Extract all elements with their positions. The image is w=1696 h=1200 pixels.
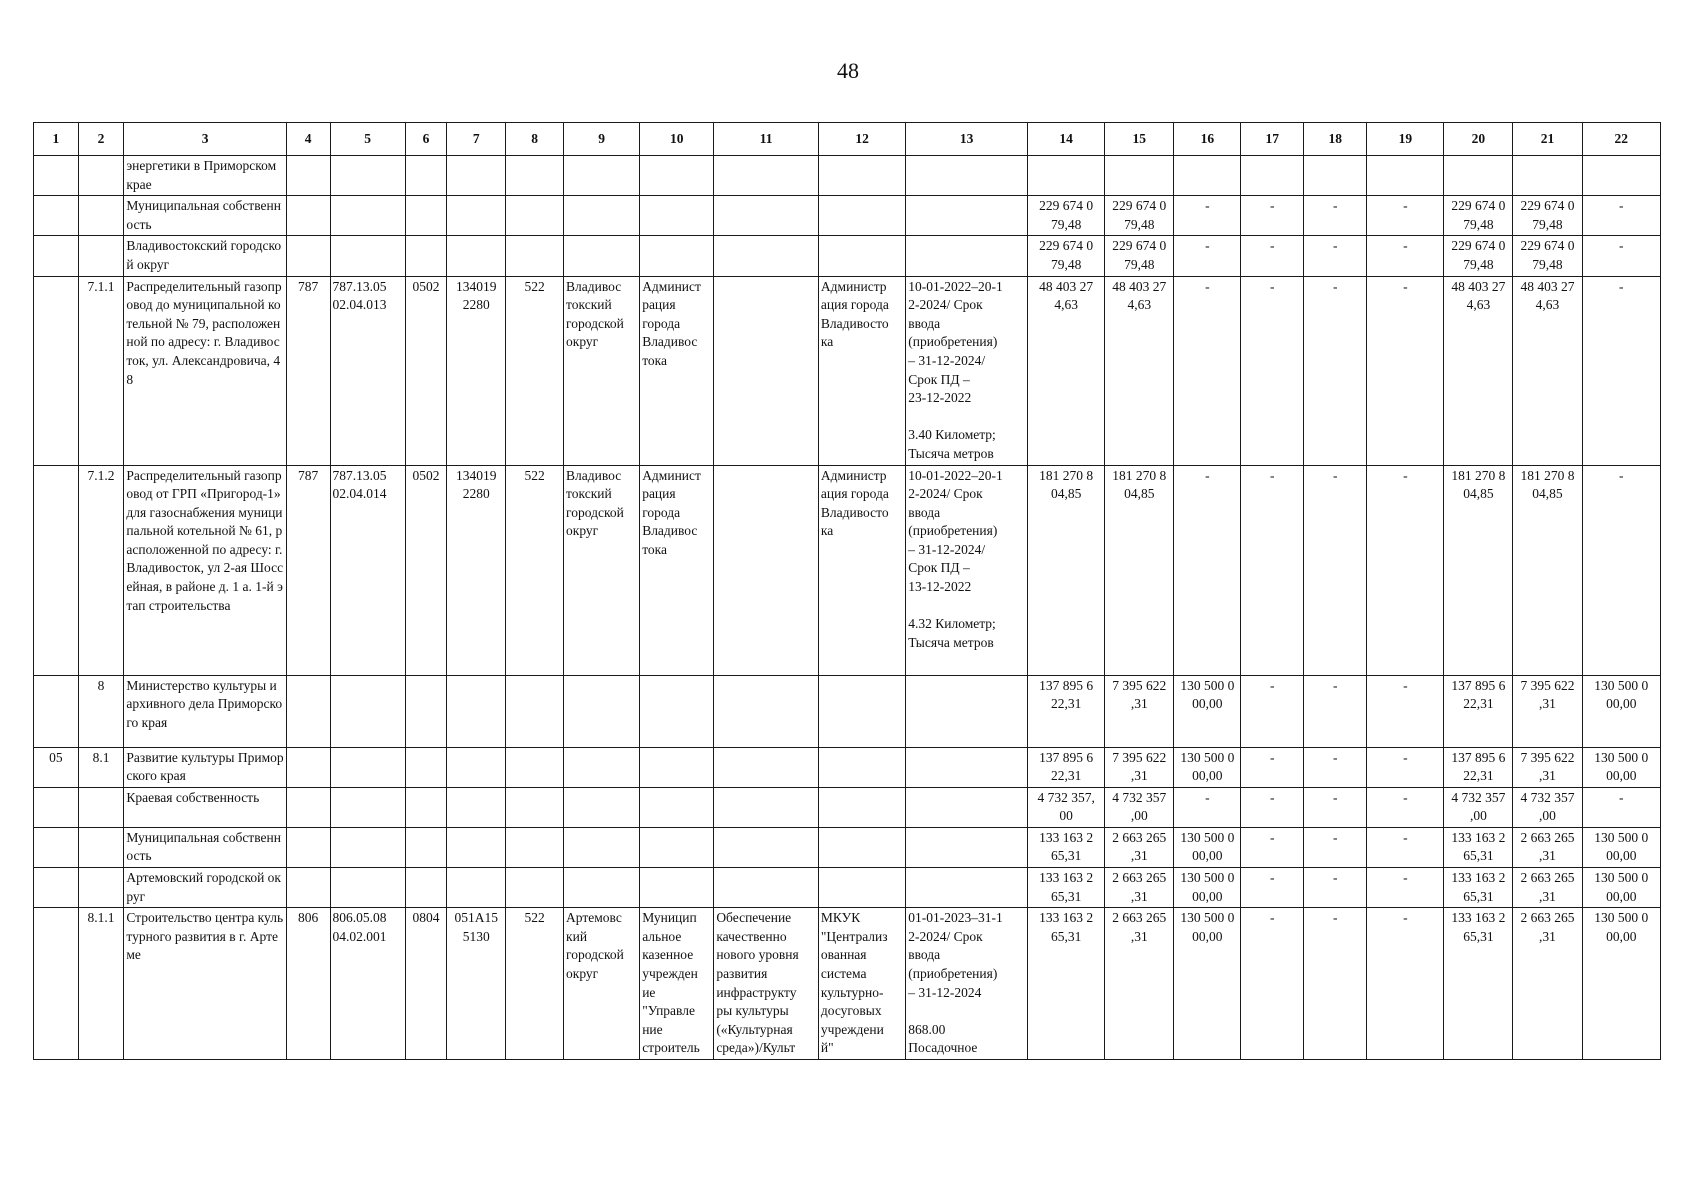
cell-col-10: Муницип альное казенное учрежден ие "Управле ние строитель [640,908,714,1060]
header-row [34,123,1661,156]
cell-col-9 [564,236,640,276]
cell-col-2 [78,236,124,276]
column-header-11: 11 [714,123,819,156]
cell-col-21: 7 395 622 ,31 [1513,747,1582,787]
cell-col-6: 0502 [405,465,447,675]
cell-col-12 [818,236,905,276]
column-header-15: 15 [1105,123,1174,156]
cell-col-22: 130 500 0 00,00 [1582,868,1661,908]
cell-col-22 [1582,156,1661,196]
cell-col-2: 8.1 [78,747,124,787]
cell-col-2 [78,827,124,867]
cell-col-2: 7.1.2 [78,465,124,675]
cell-col-12: Администр ация города Владивосто ка [818,276,905,465]
cell-col-18: - [1304,236,1367,276]
cell-col-19: - [1367,276,1444,465]
cell-col-8 [506,196,564,236]
cell-col-6 [405,747,447,787]
cell-col-9: Артемовс кий городской округ [564,908,640,1060]
cell-col-4: 787 [286,465,330,675]
cell-col-14: 137 895 6 22,31 [1028,747,1105,787]
cell-col-2 [78,156,124,196]
column-header-9: 9 [564,123,640,156]
cell-col-10 [640,236,714,276]
cell-col-17: - [1241,787,1304,827]
cell-col-4 [286,156,330,196]
cell-col-16 [1174,156,1241,196]
cell-col-9: Владивос токский городской округ [564,465,640,675]
cell-col-22: - [1582,465,1661,675]
cell-col-11 [714,236,819,276]
cell-col-21: 229 674 0 79,48 [1513,236,1582,276]
cell-col-16: 130 500 0 00,00 [1174,827,1241,867]
data-table [33,122,1661,1060]
cell-col-14: 181 270 8 04,85 [1028,465,1105,675]
cell-col-14: 4 732 357, 00 [1028,787,1105,827]
cell-col-11: Обеспечение качественно нового уровня развития инфраструкту ры культуры («Культурная среда»)/Культ [714,908,819,1060]
column-header-14: 14 [1028,123,1105,156]
cell-col-15: 2 663 265 ,31 [1105,868,1174,908]
table-row [34,747,1661,787]
cell-col-6 [405,787,447,827]
cell-col-5 [330,675,405,747]
cell-col-12 [818,747,905,787]
table-row [34,908,1661,1060]
cell-col-5 [330,787,405,827]
table-row [34,465,1661,675]
cell-col-7 [447,827,506,867]
cell-col-3: Строительство центра культурного развития в г. Артеме [124,908,286,1060]
cell-col-13: 10-01-2022–20-1 2-2024/ Срок ввода (приобретения) – 31-12-2024/ Срок ПД – 13-12-2022 4.32 Километр; Тысяча метров [906,465,1028,675]
cell-col-20: 133 163 2 65,31 [1444,868,1513,908]
cell-col-20: 181 270 8 04,85 [1444,465,1513,675]
cell-col-7 [447,675,506,747]
cell-col-5: 806.05.08 04.02.001 [330,908,405,1060]
cell-col-4 [286,675,330,747]
table-row [34,787,1661,827]
cell-col-13 [906,868,1028,908]
cell-col-10 [640,868,714,908]
cell-col-20: 229 674 0 79,48 [1444,236,1513,276]
cell-col-4 [286,747,330,787]
cell-col-22: 130 500 0 00,00 [1582,827,1661,867]
cell-col-12 [818,868,905,908]
column-header-21: 21 [1513,123,1582,156]
cell-col-19: - [1367,236,1444,276]
cell-col-19 [1367,156,1444,196]
cell-col-1 [34,908,79,1060]
cell-col-15: 7 395 622 ,31 [1105,747,1174,787]
cell-col-12 [818,827,905,867]
cell-col-3: Развитие культуры Приморского края [124,747,286,787]
cell-col-4: 806 [286,908,330,1060]
cell-col-11 [714,465,819,675]
cell-col-21: 48 403 27 4,63 [1513,276,1582,465]
cell-col-17: - [1241,868,1304,908]
cell-col-13 [906,196,1028,236]
cell-col-6 [405,236,447,276]
cell-col-9 [564,675,640,747]
cell-col-18: - [1304,747,1367,787]
cell-col-1 [34,276,79,465]
cell-col-14: 133 163 2 65,31 [1028,908,1105,1060]
cell-col-10 [640,827,714,867]
cell-col-13 [906,675,1028,747]
cell-col-15: 48 403 27 4,63 [1105,276,1174,465]
table-row [34,868,1661,908]
cell-col-8 [506,747,564,787]
cell-col-17: - [1241,236,1304,276]
cell-col-13: 10-01-2022–20-1 2-2024/ Срок ввода (приобретения) – 31-12-2024/ Срок ПД – 23-12-2022 3.40 Километр; Тысяча метров [906,276,1028,465]
cell-col-5 [330,827,405,867]
table-body [34,156,1661,1060]
cell-col-8: 522 [506,465,564,675]
cell-col-18: - [1304,827,1367,867]
cell-col-13 [906,827,1028,867]
cell-col-4 [286,236,330,276]
cell-col-10: Админист рация города Владивос тока [640,465,714,675]
cell-col-17: - [1241,908,1304,1060]
column-header-10: 10 [640,123,714,156]
cell-col-12: МКУК "Централиз ованная система культурно- досуговых учреждени й" [818,908,905,1060]
cell-col-12 [818,675,905,747]
cell-col-20: 4 732 357 ,00 [1444,787,1513,827]
cell-col-15: 181 270 8 04,85 [1105,465,1174,675]
cell-col-2: 8.1.1 [78,908,124,1060]
cell-col-7 [447,156,506,196]
cell-col-1 [34,827,79,867]
cell-col-16: - [1174,465,1241,675]
cell-col-21 [1513,156,1582,196]
cell-col-18: - [1304,675,1367,747]
cell-col-1 [34,156,79,196]
cell-col-7 [447,196,506,236]
table-row [34,675,1661,747]
cell-col-9 [564,747,640,787]
cell-col-2: 7.1.1 [78,276,124,465]
column-header-12: 12 [818,123,905,156]
cell-col-16: 130 500 0 00,00 [1174,868,1241,908]
cell-col-21: 4 732 357 ,00 [1513,787,1582,827]
cell-col-19: - [1367,827,1444,867]
cell-col-21: 2 663 265 ,31 [1513,827,1582,867]
cell-col-19: - [1367,465,1444,675]
cell-col-6 [405,675,447,747]
column-header-8: 8 [506,123,564,156]
cell-col-18 [1304,156,1367,196]
cell-col-20: 48 403 27 4,63 [1444,276,1513,465]
cell-col-13 [906,787,1028,827]
cell-col-9 [564,196,640,236]
cell-col-18: - [1304,908,1367,1060]
cell-col-17: - [1241,827,1304,867]
cell-col-6 [405,196,447,236]
cell-col-20 [1444,156,1513,196]
cell-col-14 [1028,156,1105,196]
cell-col-10 [640,196,714,236]
column-header-16: 16 [1174,123,1241,156]
cell-col-11 [714,787,819,827]
cell-col-6 [405,868,447,908]
cell-col-21: 229 674 0 79,48 [1513,196,1582,236]
cell-col-22: 130 500 0 00,00 [1582,908,1661,1060]
cell-col-11 [714,276,819,465]
cell-col-9 [564,156,640,196]
cell-col-16: 130 500 0 00,00 [1174,675,1241,747]
cell-col-20: 229 674 0 79,48 [1444,196,1513,236]
cell-col-17 [1241,156,1304,196]
cell-col-14: 133 163 2 65,31 [1028,868,1105,908]
cell-col-5 [330,747,405,787]
cell-col-7 [447,236,506,276]
cell-col-11 [714,747,819,787]
cell-col-13: 01-01-2023–31-1 2-2024/ Срок ввода (приобретения) – 31-12-2024 868.00 Посадочное [906,908,1028,1060]
cell-col-3: Распределительный газопровод до муниципальной котельной № 79, расположенной по адресу: г. Владивосток, ул. Александровича, 48 [124,276,286,465]
cell-col-13 [906,156,1028,196]
cell-col-19: - [1367,868,1444,908]
cell-col-9 [564,787,640,827]
page-number: 48 [837,58,859,83]
cell-col-20: 133 163 2 65,31 [1444,908,1513,1060]
cell-col-14: 48 403 27 4,63 [1028,276,1105,465]
cell-col-7 [447,868,506,908]
cell-col-17: - [1241,276,1304,465]
cell-col-18: - [1304,465,1367,675]
cell-col-3: Распределительный газопровод от ГРП «Пригород-1» для газоснабжения муниципальной котельной № 61, расположенной по адресу: г. Владивосток, ул 2-ая Шоссейная, в районе д. 1 а. 1-й этап строительства [124,465,286,675]
cell-col-12 [818,156,905,196]
column-header-6: 6 [405,123,447,156]
cell-col-19: - [1367,675,1444,747]
cell-col-8 [506,675,564,747]
column-header-13: 13 [906,123,1028,156]
cell-col-11 [714,156,819,196]
cell-col-18: - [1304,276,1367,465]
cell-col-18: - [1304,196,1367,236]
cell-col-10: Админист рация города Владивос тока [640,276,714,465]
cell-col-15: 7 395 622 ,31 [1105,675,1174,747]
cell-col-6 [405,156,447,196]
cell-col-15: 2 663 265 ,31 [1105,827,1174,867]
cell-col-22: - [1582,236,1661,276]
cell-col-15: 2 663 265 ,31 [1105,908,1174,1060]
cell-col-19: - [1367,747,1444,787]
cell-col-9 [564,827,640,867]
cell-col-19: - [1367,787,1444,827]
cell-col-4 [286,827,330,867]
cell-col-16: 130 500 0 00,00 [1174,908,1241,1060]
cell-col-11 [714,827,819,867]
cell-col-14: 229 674 0 79,48 [1028,196,1105,236]
column-header-3: 3 [124,123,286,156]
cell-col-2 [78,868,124,908]
cell-col-21: 2 663 265 ,31 [1513,868,1582,908]
cell-col-15: 4 732 357 ,00 [1105,787,1174,827]
column-header-19: 19 [1367,123,1444,156]
column-header-20: 20 [1444,123,1513,156]
table-row [34,196,1661,236]
column-header-17: 17 [1241,123,1304,156]
cell-col-5 [330,196,405,236]
cell-col-9: Владивос токский городской округ [564,276,640,465]
cell-col-1 [34,868,79,908]
cell-col-8 [506,236,564,276]
cell-col-15: 229 674 0 79,48 [1105,236,1174,276]
table-row [34,827,1661,867]
cell-col-10 [640,156,714,196]
cell-col-3: Краевая собственность [124,787,286,827]
cell-col-12 [818,196,905,236]
cell-col-17: - [1241,465,1304,675]
cell-col-21: 181 270 8 04,85 [1513,465,1582,675]
cell-col-11 [714,675,819,747]
cell-col-13 [906,236,1028,276]
cell-col-18: - [1304,868,1367,908]
cell-col-11 [714,196,819,236]
cell-col-10 [640,747,714,787]
cell-col-14: 229 674 0 79,48 [1028,236,1105,276]
cell-col-21: 2 663 265 ,31 [1513,908,1582,1060]
cell-col-10 [640,787,714,827]
cell-col-8 [506,868,564,908]
cell-col-8: 522 [506,276,564,465]
table-row [34,236,1661,276]
cell-col-19: - [1367,908,1444,1060]
column-header-7: 7 [447,123,506,156]
column-header-4: 4 [286,123,330,156]
table-row [34,156,1661,196]
cell-col-8 [506,787,564,827]
cell-col-8 [506,827,564,867]
cell-col-22: - [1582,276,1661,465]
cell-col-11 [714,868,819,908]
column-header-1: 1 [34,123,79,156]
cell-col-22: - [1582,196,1661,236]
cell-col-22: 130 500 0 00,00 [1582,747,1661,787]
cell-col-4 [286,868,330,908]
column-header-2: 2 [78,123,124,156]
cell-col-4 [286,196,330,236]
cell-col-20: 133 163 2 65,31 [1444,827,1513,867]
cell-col-17: - [1241,747,1304,787]
cell-col-6 [405,827,447,867]
cell-col-2 [78,196,124,236]
cell-col-2: 8 [78,675,124,747]
cell-col-8: 522 [506,908,564,1060]
cell-col-7 [447,787,506,827]
cell-col-3: энергетики в Приморском крае [124,156,286,196]
cell-col-1 [34,236,79,276]
cell-col-17: - [1241,675,1304,747]
cell-col-1 [34,196,79,236]
cell-col-15: 229 674 0 79,48 [1105,196,1174,236]
cell-col-16: - [1174,236,1241,276]
cell-col-6: 0804 [405,908,447,1060]
cell-col-1 [34,675,79,747]
cell-col-3: Муниципальная собственность [124,196,286,236]
cell-col-20: 137 895 6 22,31 [1444,675,1513,747]
cell-col-7: 134019 2280 [447,465,506,675]
cell-col-4: 787 [286,276,330,465]
cell-col-16: - [1174,787,1241,827]
cell-col-12: Администр ация города Владивосто ка [818,465,905,675]
cell-col-7 [447,747,506,787]
cell-col-16: - [1174,276,1241,465]
cell-col-7: 134019 2280 [447,276,506,465]
cell-col-14: 133 163 2 65,31 [1028,827,1105,867]
cell-col-22: - [1582,787,1661,827]
cell-col-5 [330,236,405,276]
cell-col-19: - [1367,196,1444,236]
cell-col-6: 0502 [405,276,447,465]
column-header-22: 22 [1582,123,1661,156]
cell-col-3: Артемовский городской округ [124,868,286,908]
column-header-18: 18 [1304,123,1367,156]
cell-col-3: Владивостокский городской округ [124,236,286,276]
cell-col-5: 787.13.05 02.04.014 [330,465,405,675]
cell-col-2 [78,787,124,827]
cell-col-18: - [1304,787,1367,827]
cell-col-12 [818,787,905,827]
cell-col-3: Министерство культуры и архивного дела Приморского края [124,675,286,747]
cell-col-5 [330,868,405,908]
cell-col-13 [906,747,1028,787]
cell-col-3: Муниципальная собственность [124,827,286,867]
table-row [34,276,1661,465]
cell-col-7: 051A15 5130 [447,908,506,1060]
cell-col-16: 130 500 0 00,00 [1174,747,1241,787]
cell-col-1 [34,465,79,675]
cell-col-22: 130 500 0 00,00 [1582,675,1661,747]
cell-col-10 [640,675,714,747]
cell-col-15 [1105,156,1174,196]
cell-col-16: - [1174,196,1241,236]
cell-col-4 [286,787,330,827]
cell-col-5: 787.13.05 02.04.013 [330,276,405,465]
cell-col-21: 7 395 622 ,31 [1513,675,1582,747]
cell-col-1: 05 [34,747,79,787]
cell-col-14: 137 895 6 22,31 [1028,675,1105,747]
cell-col-5 [330,156,405,196]
cell-col-9 [564,868,640,908]
cell-col-1 [34,787,79,827]
cell-col-17: - [1241,196,1304,236]
cell-col-20: 137 895 6 22,31 [1444,747,1513,787]
cell-col-8 [506,156,564,196]
column-header-5: 5 [330,123,405,156]
